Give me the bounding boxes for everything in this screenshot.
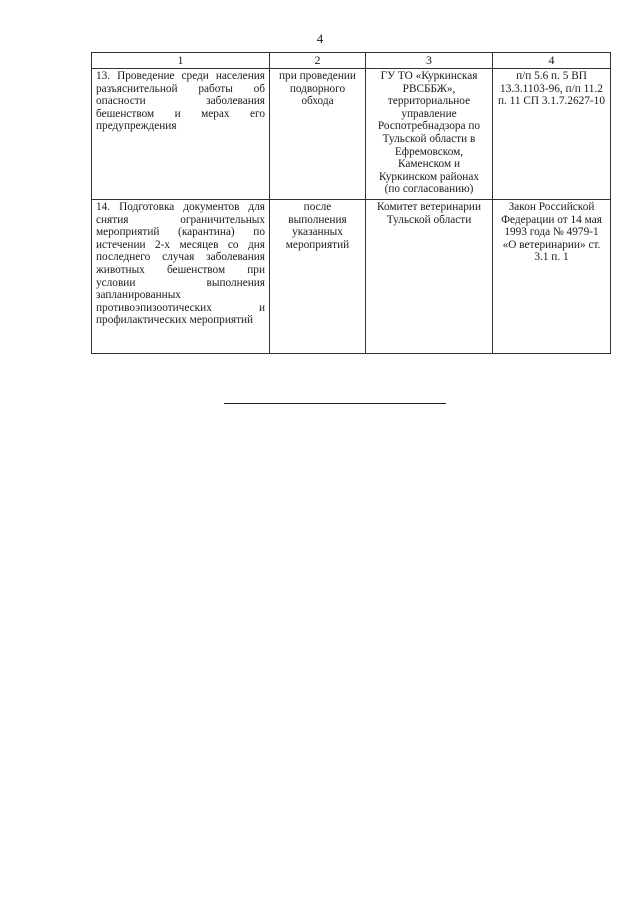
table-header-row <box>92 53 611 69</box>
column-header-3: 3 <box>366 53 493 69</box>
responsible-cell: Комитет ветеринарии Тульской области <box>366 200 493 354</box>
column-header-1: 1 <box>92 53 270 69</box>
table-row <box>92 200 611 354</box>
page-number: 4 <box>316 31 324 46</box>
responsible-cell: ГУ ТО «Куркинская РВСББЖ», территориальное управление Роспотребнадзора по Тульской области в Ефремовском, Каменском и Куркинском районах (по согласованию) <box>366 69 493 200</box>
activity-cell: 13. Проведение среди населения разъяснительной работы об опасности заболевания бешенством и мерах его предупреждения <box>92 69 270 200</box>
timing-cell: при проведении подворного обхода <box>270 69 366 200</box>
basis-cell: п/п 5.6 п. 5 ВП 13.3.1103-96, п/п 11.2 п. 11 СП 3.1.7.2627-10 <box>493 69 611 200</box>
column-header-2: 2 <box>270 53 366 69</box>
measures-table <box>91 52 611 354</box>
table-row <box>92 69 611 200</box>
activity-cell: 14. Подготовка документов для снятия ограничительных мероприятий (карантина) по истечении 2-х месяцев со дня последнего случая заболевания животных бешенством при условии выполнения запланированных противоэпизоотических и профилактических мероприятий <box>92 200 270 354</box>
end-rule <box>224 403 446 404</box>
basis-cell: Закон Российской Федерации от 14 мая 1993 года № 4979-1 «О ветеринарии» ст. 3.1 п. 1 <box>493 200 611 354</box>
timing-cell: после выполнения указанных мероприятий <box>270 200 366 354</box>
column-header-4: 4 <box>493 53 611 69</box>
